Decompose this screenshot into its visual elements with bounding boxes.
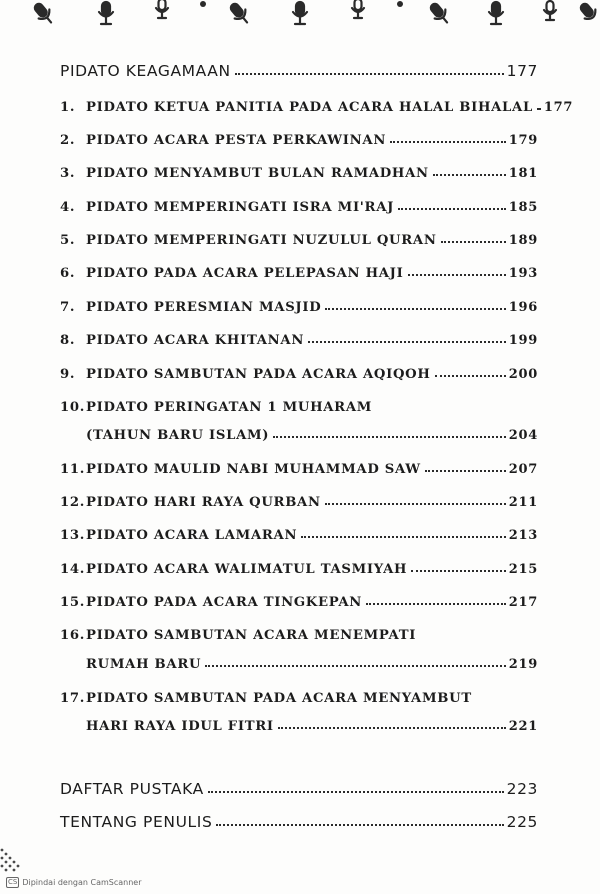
dot-leader xyxy=(537,107,541,110)
toc-item-number: 1. xyxy=(60,100,76,115)
toc-item-number: 17. xyxy=(60,691,86,706)
toc-item-title: PIDATO SAMBUTAN PADA ACARA MENYAMBUT xyxy=(86,691,472,706)
toc-item-title: PIDATO HARI RAYA QURBAN xyxy=(86,495,321,510)
dot-leader xyxy=(208,790,504,793)
toc-item-8 xyxy=(60,333,538,348)
toc-section-label: DAFTAR PUSTAKA xyxy=(60,780,204,798)
toc-page-number: 177 xyxy=(506,62,538,80)
dot-leader xyxy=(308,340,506,343)
dot-leader xyxy=(411,569,506,572)
toc-item-number: 7. xyxy=(60,300,76,315)
scanner-watermark xyxy=(6,877,142,888)
toc-item-number: 12. xyxy=(60,495,86,510)
toc-item-title: PIDATO MAULID NABI MUHAMMAD SAW xyxy=(86,462,421,477)
toc-item-number: 2. xyxy=(60,133,76,148)
dot-leader xyxy=(366,602,506,605)
toc-item-title: PIDATO ACARA WALIMATUL TASMIYAH xyxy=(86,562,408,577)
toc-item-title: PIDATO PERESMIAN MASJID xyxy=(86,300,322,315)
dot-leader xyxy=(435,374,506,377)
toc-item-7 xyxy=(60,300,538,315)
toc-item-17 xyxy=(86,719,538,734)
dot-leader xyxy=(408,273,506,276)
toc-item-title-continuation: RUMAH BARU xyxy=(86,657,202,672)
toc-item-title: PIDATO PERINGATAN 1 MUHARAM xyxy=(86,400,373,415)
scanner-text: Dipindai dengan CamScanner xyxy=(22,878,142,887)
dot-leader xyxy=(425,469,506,472)
dot-leader xyxy=(235,72,504,75)
toc-section-label: PIDATO KEAGAMAAN xyxy=(60,62,231,80)
toc-page-number: 221 xyxy=(508,719,538,734)
toc-page-number: 215 xyxy=(508,562,538,577)
toc-item-10-first-line xyxy=(60,400,372,415)
toc-page-number: 196 xyxy=(508,300,538,315)
toc-section-label: TENTANG PENULIS xyxy=(60,813,213,831)
toc-item-number: 11. xyxy=(60,462,86,477)
corner-dot-decoration xyxy=(0,846,24,880)
toc-item-2 xyxy=(60,133,538,148)
toc-item-title-continuation: (TAHUN BARU ISLAM) xyxy=(86,428,270,443)
toc-item-number: 10. xyxy=(60,400,86,415)
toc-page-number: 185 xyxy=(508,200,538,215)
toc-item-title: PIDATO ACARA KHITANAN xyxy=(86,333,305,348)
toc-item-title: PIDATO KETUA PANITIA PADA ACARA HALAL BIHALAL xyxy=(86,100,533,115)
toc-item-number: 16. xyxy=(60,628,86,643)
toc-section-pidato-keagamaan xyxy=(60,62,538,80)
toc-item-1 xyxy=(60,100,574,115)
toc-item-9 xyxy=(60,367,538,382)
toc-section-tentang-penulis xyxy=(60,813,538,831)
toc-item-title: PIDATO MENYAMBUT BULAN RAMADHAN xyxy=(86,166,429,181)
toc-page-number: 199 xyxy=(508,333,538,348)
toc-page-number: 189 xyxy=(508,233,538,248)
toc-item-title: PIDATO ACARA LAMARAN xyxy=(86,528,298,543)
toc-item-3 xyxy=(60,166,538,181)
toc-page-number: 213 xyxy=(508,528,538,543)
toc-item-title: PIDATO SAMBUTAN ACARA MENEMPATI xyxy=(86,628,417,643)
dot-leader xyxy=(433,173,506,176)
dot-leader xyxy=(441,240,506,243)
toc-item-16 xyxy=(86,657,538,672)
toc-item-title: PIDATO SAMBUTAN PADA ACARA AQIQOH xyxy=(86,367,431,382)
toc-item-number: 4. xyxy=(60,200,76,215)
camscanner-logo-icon: CS xyxy=(8,878,18,886)
toc-page-number: 217 xyxy=(508,595,538,610)
toc-page-number: 200 xyxy=(508,367,538,382)
toc-item-15 xyxy=(60,595,538,610)
toc-item-17-first-line xyxy=(60,691,472,706)
toc-item-number: 13. xyxy=(60,528,86,543)
toc-page-number: 223 xyxy=(506,780,538,798)
toc-item-title: PIDATO ACARA PESTA PERKAWINAN xyxy=(86,133,387,148)
toc-item-5 xyxy=(60,233,538,248)
toc-page-number: 179 xyxy=(508,133,538,148)
toc-page-number: 219 xyxy=(508,657,538,672)
toc-item-number: 6. xyxy=(60,266,76,281)
toc-page-number: 181 xyxy=(508,166,538,181)
toc-page-number: 225 xyxy=(506,813,538,831)
toc-page-number: 211 xyxy=(508,495,538,510)
toc-page-number: 177 xyxy=(543,100,574,115)
dot-leader xyxy=(325,307,505,310)
dot-leader xyxy=(205,664,506,667)
toc-item-title: PIDATO MEMPERINGATI ISRA MI'RAJ xyxy=(86,200,395,215)
dot-leader xyxy=(398,207,506,210)
toc-item-14 xyxy=(60,562,538,577)
toc-item-number: 14. xyxy=(60,562,86,577)
toc-page-number: 193 xyxy=(508,266,538,281)
dot-leader xyxy=(390,140,506,143)
toc-item-number: 15. xyxy=(60,595,86,610)
dot-pattern-icon xyxy=(0,846,24,876)
dot-leader xyxy=(273,435,506,438)
toc-item-number: 5. xyxy=(60,233,76,248)
microphone-border-decoration xyxy=(0,0,600,36)
toc-item-number: 8. xyxy=(60,333,76,348)
toc-item-title: PIDATO PADA ACARA PELEPASAN HAJI xyxy=(86,266,404,281)
dot-leader xyxy=(216,823,503,826)
toc-page-number: 207 xyxy=(508,462,538,477)
toc-item-16-first-line xyxy=(60,628,416,643)
microphone-pattern-icon xyxy=(0,0,600,36)
toc-item-4 xyxy=(60,200,538,215)
toc-item-title: PIDATO PADA ACARA TINGKEPAN xyxy=(86,595,363,610)
toc-item-title: PIDATO MEMPERINGATI NUZULUL QURAN xyxy=(86,233,437,248)
toc-item-number: 3. xyxy=(60,166,76,181)
toc-item-12 xyxy=(60,495,538,510)
dot-leader xyxy=(301,535,506,538)
toc-section-daftar-pustaka xyxy=(60,780,538,798)
dot-leader xyxy=(325,502,506,505)
toc-item-10 xyxy=(86,428,538,443)
toc-item-title-continuation: HARI RAYA IDUL FITRI xyxy=(86,719,274,734)
toc-item-13 xyxy=(60,528,538,543)
toc-item-6 xyxy=(60,266,538,281)
toc-item-number: 9. xyxy=(60,367,76,382)
toc-page-number: 204 xyxy=(508,428,538,443)
dot-leader xyxy=(278,726,506,729)
toc-item-11 xyxy=(60,462,538,477)
